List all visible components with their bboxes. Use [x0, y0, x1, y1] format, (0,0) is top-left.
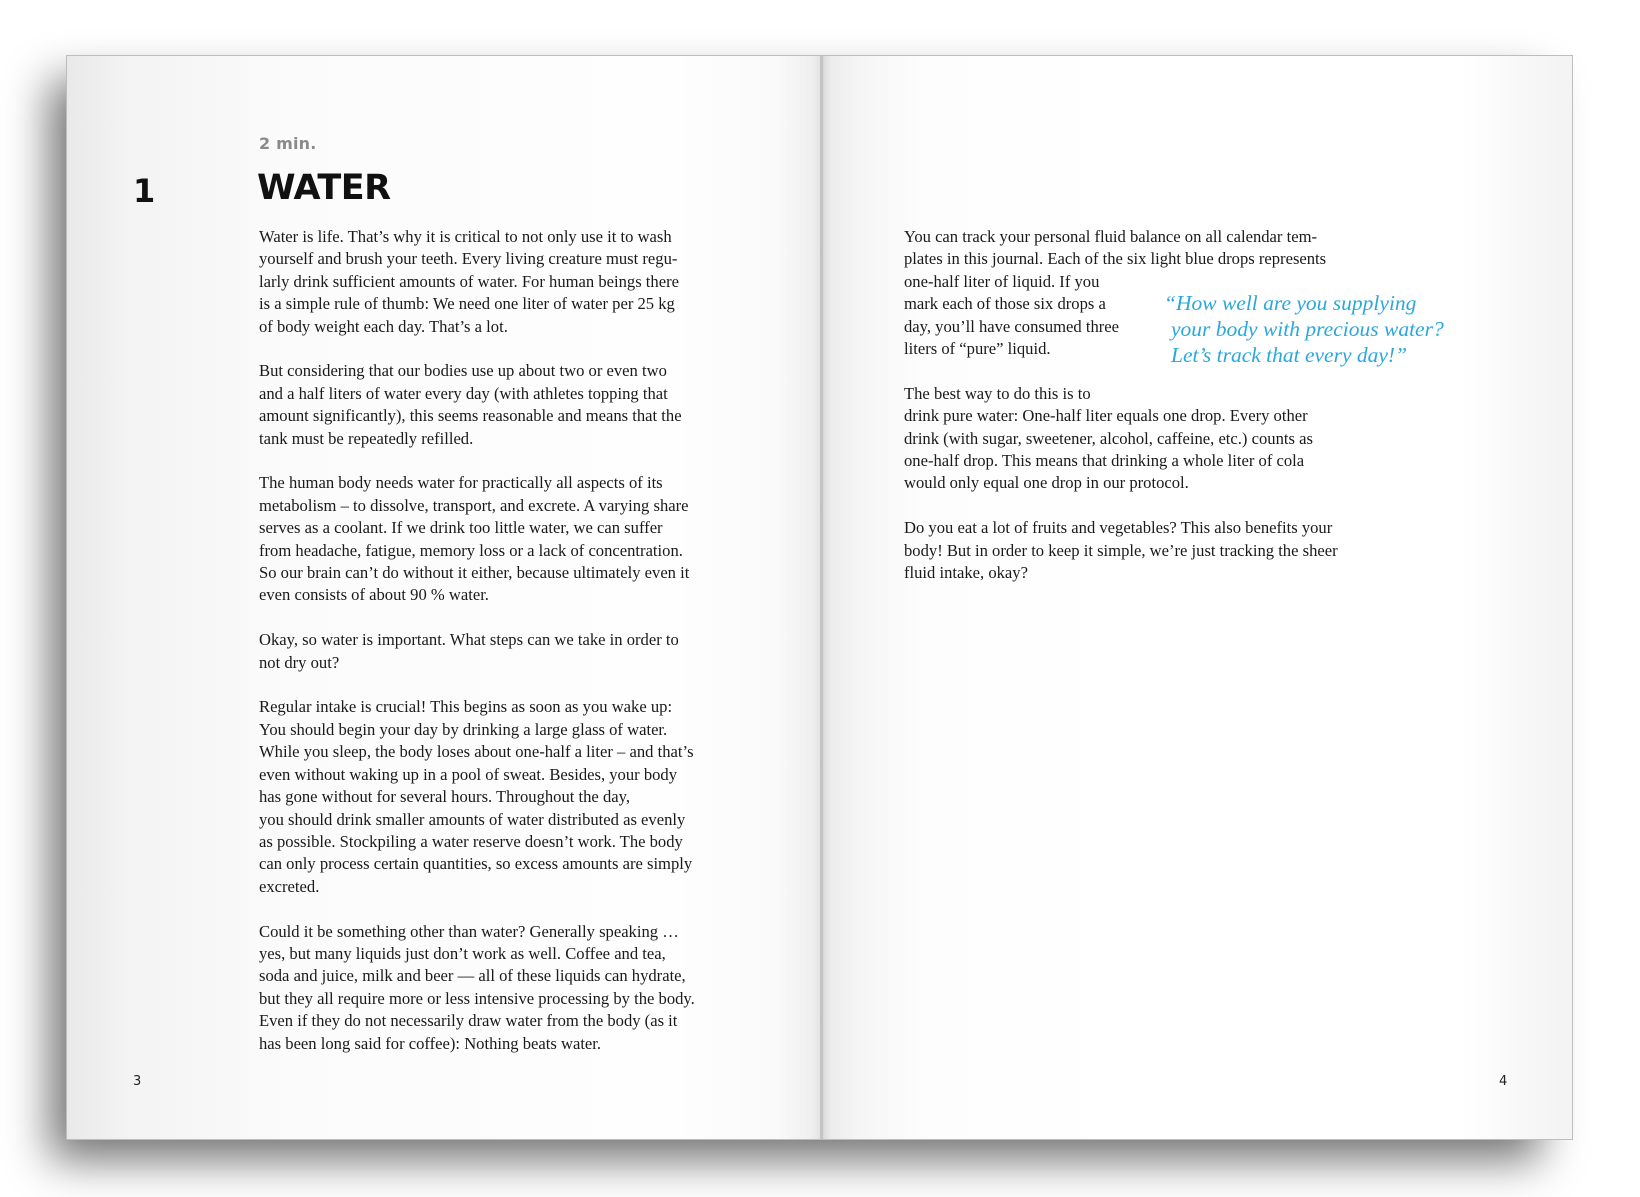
reading-time: 2 min.: [259, 134, 317, 153]
text-line: day, you’ll have consumed three: [904, 316, 1120, 336]
text-line: one-half liter of liquid. If you: [904, 271, 1100, 291]
paragraph: [259, 696, 759, 898]
text-line: of body weight each day. That’s a lot.: [259, 316, 508, 336]
text-line: can only process certain quantities, so excess amounts are simply: [259, 854, 693, 874]
text-line: plates in this journal. Each of the six light blue drops represents: [904, 249, 1327, 269]
text-line: yourself and brush your teeth. Every living creature must regu-: [259, 249, 678, 269]
paragraph: [904, 383, 1404, 495]
text-line: tank must be repeatedly refilled.: [259, 428, 474, 448]
text-line: liters of “pure” liquid.: [904, 339, 1051, 359]
text-line: So our brain can’t do without it either, because ultimately even it: [259, 563, 690, 583]
text-line: Could it be something other than water? Generally speaking …: [259, 921, 679, 941]
paragraph: [259, 472, 759, 606]
text-line: fluid intake, okay?: [904, 563, 1028, 583]
text-line: excreted.: [259, 876, 320, 896]
text-line: one-half drop. This means that drinking a whole liter of cola: [904, 451, 1305, 471]
text-line: mark each of those six drops a: [904, 294, 1106, 314]
text-line: amount significantly), this seems reasonable and means that the: [259, 406, 682, 426]
text-line: is a simple rule of thumb: We need one liter of water per 25 kg: [259, 294, 675, 314]
text-line: body! But in order to keep it simple, we’re just tracking the sheer: [904, 540, 1338, 560]
left-page: [67, 56, 821, 1139]
text-line: not dry out?: [259, 652, 340, 672]
text-line: and a half liters of water every day (with athletes topping that: [259, 383, 668, 403]
text-line: has been long said for coffee): Nothing beats water.: [259, 1033, 602, 1053]
text-line: has gone without for several hours. Throughout the day,: [259, 787, 630, 807]
page-number-left: 3: [133, 1074, 142, 1089]
text-line: drink (with sugar, sweetener, alcohol, caffeine, etc.) counts as: [904, 428, 1313, 448]
text-line: you should drink smaller amounts of water distributed as evenly: [259, 809, 686, 829]
text-line: even consists of about 90 % water.: [259, 585, 489, 605]
quote-line: Let’s track that every day!”: [1171, 343, 1408, 367]
text-line: The human body needs water for practically all aspects of its: [259, 473, 663, 493]
text-line: metabolism – to dissolve, transport, and excrete. A varying share: [259, 495, 689, 515]
chapter-title: WATER: [257, 168, 391, 208]
text-line: would only equal one drop in our protocol.: [904, 473, 1189, 493]
pull-quote: [1164, 290, 1444, 368]
text-line: Okay, so water is important. What steps can we take in order to: [259, 630, 679, 650]
paragraph: [904, 517, 1404, 584]
paragraph: [259, 226, 759, 338]
chapter-number: 1: [133, 172, 156, 210]
quote-line: “How well are you supplying: [1164, 291, 1417, 315]
page-number-right: 4: [1499, 1074, 1508, 1089]
text-line: But considering that our bodies use up about two or even two: [259, 361, 667, 381]
text-line: from headache, fatigue, memory loss or a lack of concentration.: [259, 540, 683, 560]
right-body-text: [904, 226, 1404, 607]
book-spread: [66, 55, 1573, 1140]
text-line: even without waking up in a pool of sweat. Besides, your body: [259, 764, 678, 784]
text-line: but they all require more or less intensive processing by the body.: [259, 988, 695, 1008]
text-line: as possible. Stockpiling a water reserve doesn’t work. The body: [259, 831, 683, 851]
quote-line: your body with precious water?: [1171, 317, 1444, 341]
text-line: Even if they do not necessarily draw water from the body (as it: [259, 1011, 678, 1031]
text-line: Water is life. That’s why it is critical to not only use it to wash: [259, 227, 672, 246]
left-body-text: [259, 226, 759, 1077]
text-line: Regular intake is crucial! This begins as soon as you wake up:: [259, 697, 673, 717]
paragraph: [259, 360, 759, 450]
paragraph: [259, 921, 759, 1055]
text-line: serves as a coolant. If we drink too little water, we can suffer: [259, 518, 663, 538]
text-line: drink pure water: One-half liter equals one drop. Every other: [904, 406, 1308, 426]
text-line: yes, but many liquids just don’t work as well. Coffee and tea,: [259, 943, 666, 963]
text-line: soda and juice, milk and beer — all of these liquids can hydrate,: [259, 966, 686, 986]
text-line: Do you eat a lot of fruits and vegetables? This also benefits your: [904, 518, 1333, 538]
paragraph: [259, 629, 759, 674]
text-line: The best way to do this is to: [904, 383, 1091, 403]
text-line: larly drink sufficient amounts of water. For human beings there: [259, 271, 679, 291]
text-line: While you sleep, the body loses about one-half a liter – and that’s: [259, 742, 694, 762]
book-spine: [820, 56, 823, 1139]
text-line: You should begin your day by drinking a large glass of water.: [259, 719, 668, 739]
text-line: You can track your personal fluid balance on all calendar tem-: [904, 227, 1318, 246]
